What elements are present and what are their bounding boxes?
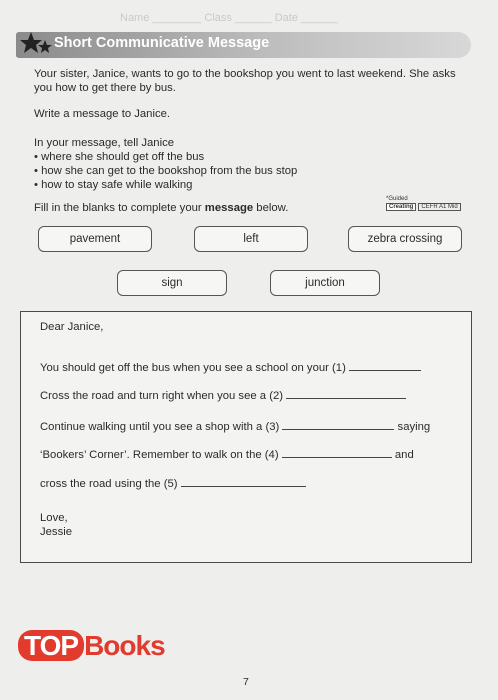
word-bank-item: pavement: [38, 226, 152, 252]
word-bank-item: left: [194, 226, 308, 252]
bullet-item: • how to stay safe while walking: [34, 178, 297, 192]
word-bank-item: sign: [117, 270, 227, 296]
bleed-through-text: Name ________ Class ______ Date ______: [120, 12, 338, 24]
section-title: Short Communicative Message: [54, 35, 270, 51]
topbooks-logo: TOP Books: [18, 630, 165, 662]
intro-line-2: you how to get there by bus.: [34, 82, 176, 94]
stars-icon: [20, 30, 52, 58]
bullet-list: [34, 150, 297, 192]
page-number: 7: [243, 676, 249, 688]
message-line-2: Cross the road and turn right when you see a (2): [40, 387, 406, 402]
bullet-item: • how she can get to the bookshop from the bus stop: [34, 164, 297, 178]
blank-5[interactable]: [181, 475, 306, 487]
tell-instruction: In your message, tell Janice: [34, 137, 175, 149]
message-line-3: Continue walking until you see a shop with a (3) saying: [40, 418, 430, 433]
intro-line-1: Your sister, Janice, wants to go to the bookshop you went to last weekend. She asks: [34, 68, 456, 80]
level-badge: *Guided Creating CEFR A1 Mid: [386, 196, 461, 211]
word-bank-item: junction: [270, 270, 380, 296]
badge-skill: Creating: [386, 203, 416, 211]
message-line-4: ‘Bookers’ Corner’. Remember to walk on the (4) and: [40, 446, 414, 461]
badge-level: CEFR A1 Mid: [418, 203, 460, 211]
write-instruction: Write a message to Janice.: [34, 108, 171, 120]
bullet-item: • where she should get off the bus: [34, 150, 297, 164]
blank-4[interactable]: [282, 446, 392, 458]
fill-instruction: Fill in the blanks to complete your message below.: [34, 202, 289, 214]
message-closing: Love,: [40, 512, 68, 524]
message-greeting: Dear Janice,: [40, 321, 104, 333]
message-signature: Jessie: [40, 526, 73, 538]
word-bank-item: zebra crossing: [348, 226, 462, 252]
message-box: [20, 311, 472, 563]
blank-2[interactable]: [286, 387, 406, 399]
blank-3[interactable]: [282, 418, 394, 430]
message-line-1: You should get off the bus when you see a school on your (1): [40, 359, 421, 374]
message-line-5: cross the road using the (5): [40, 475, 306, 490]
blank-1[interactable]: [349, 359, 421, 371]
